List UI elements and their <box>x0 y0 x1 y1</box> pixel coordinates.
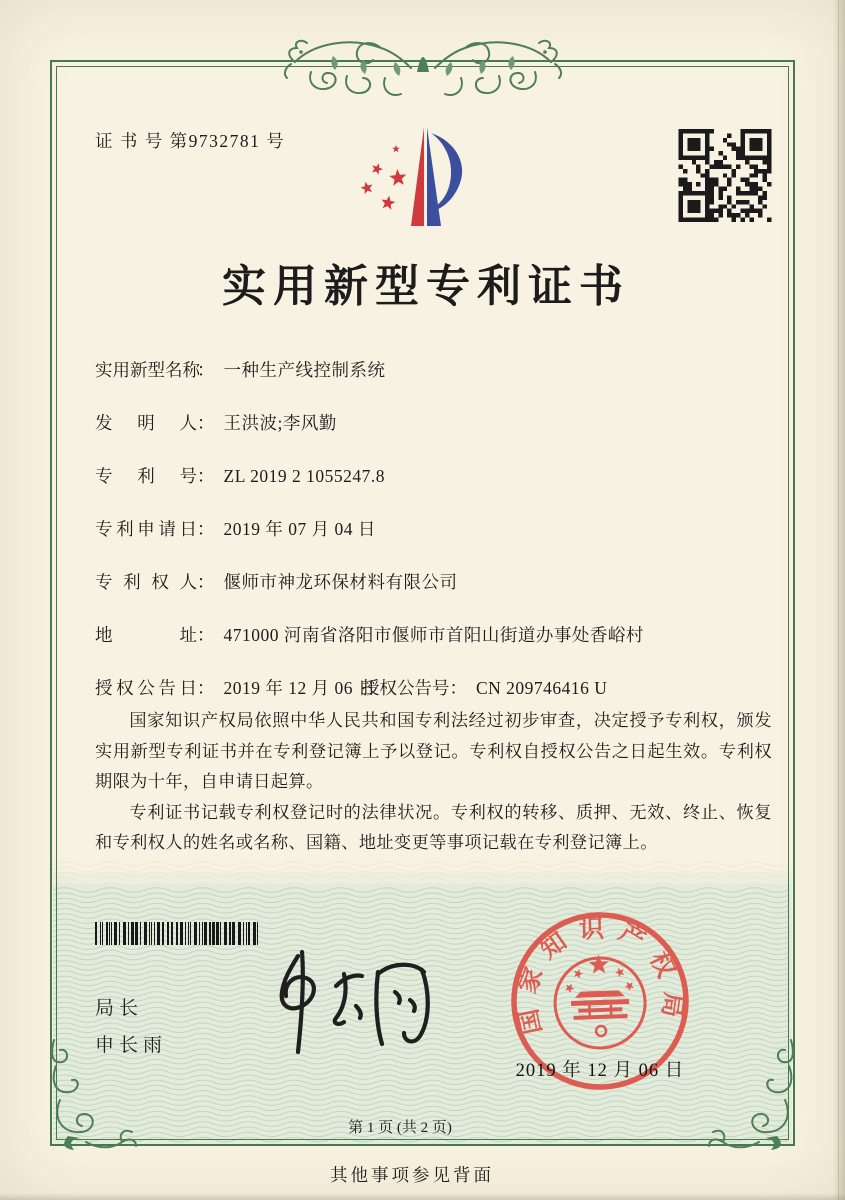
field-row-address <box>95 622 785 644</box>
colon: ： <box>197 360 215 380</box>
logo-p-shape <box>426 127 462 226</box>
field-grant-number <box>362 675 607 700</box>
dragon-right <box>435 41 561 95</box>
field-label: 实用新型名称 <box>95 360 200 380</box>
legal-text <box>95 706 772 859</box>
page-edge-line <box>838 0 839 1200</box>
field-label: 专利权人 <box>95 572 197 592</box>
field-value: 2019 年 12 月 06 日 <box>223 678 376 698</box>
field-label: 地址 <box>95 625 197 645</box>
legal-paragraph-1: 国家知识产权局依照中华人民共和国专利法经过初步审查，决定授予专利权，颁发实用新型专利证书并在专利登记簿上予以登记。专利权自授权公告之日起生效。专利权期限为十年，自申请日起算。 <box>95 711 772 791</box>
back-side-note: 其他事项参见背面 <box>330 1165 494 1185</box>
corner-ornament-bottom-right <box>707 1038 807 1156</box>
seal-date: 2019 年 12 月 06 日 <box>515 1061 685 1081</box>
colon: ： <box>197 625 215 645</box>
certificate-number: 证 书 号 第9732781 号 <box>95 131 286 151</box>
director-name: 申长雨 <box>95 1035 168 1056</box>
top-dragon-ornament <box>277 10 569 110</box>
colon: ： <box>449 678 467 698</box>
field-label: 专利号 <box>95 466 197 486</box>
field-label: 授权公告号 <box>362 678 450 698</box>
page-edge-shadow-right <box>833 0 845 1200</box>
national-emblem-icon <box>553 953 646 1050</box>
barcode-icon <box>95 922 263 945</box>
center-crest <box>417 57 429 72</box>
certificate-fields <box>95 357 785 728</box>
field-value: CN 209746416 U <box>476 678 608 698</box>
field-value: 471000 河南省洛阳市偃师市首阳山街道办事处香峪村 <box>223 625 644 645</box>
field-value: ZL 2019 2 1055247.8 <box>223 466 385 486</box>
field-label: 发明人 <box>95 413 197 433</box>
field-row-filing-date <box>95 516 785 538</box>
field-row-patentee <box>95 569 785 591</box>
field-row-patent-number <box>95 463 785 485</box>
page-edge-shadow-bottom <box>0 1193 845 1200</box>
field-value: 偃师市神龙环保材料有限公司 <box>223 572 458 592</box>
field-row-inventor <box>95 410 785 432</box>
cnipa-logo-icon <box>352 120 467 230</box>
field-value: 王洪波;李风勤 <box>223 413 337 433</box>
field-row-name <box>95 357 785 379</box>
logo-stars <box>361 127 424 226</box>
colon: ： <box>197 466 215 486</box>
colon: ： <box>197 413 215 433</box>
director-title: 局长 <box>95 998 144 1019</box>
field-row-grant-date <box>95 675 785 697</box>
colon: ： <box>197 678 215 698</box>
director-signature <box>232 948 432 1063</box>
colon: ： <box>197 572 215 592</box>
colon: ： <box>197 519 215 539</box>
certificate-title: 实用新型专利证书 <box>222 262 630 311</box>
page-number: 第 1 页 (共 2 页) <box>348 1120 452 1136</box>
field-value: 2019 年 07 月 04 日 <box>223 519 376 539</box>
field-label: 专利申请日 <box>95 519 197 539</box>
field-label: 授权公告日 <box>95 678 197 698</box>
qr-code-icon <box>678 129 772 222</box>
field-value: 一种生产线控制系统 <box>223 360 386 380</box>
legal-paragraph-2: 专利证书记载专利权登记时的法律状况。专利权的转移、质押、无效、终止、恢复和专利权人的姓名或名称、国籍、地址变更等事项记载在专利登记簿上。 <box>95 802 772 852</box>
seal-text: 国家知识产权局 <box>513 915 687 1037</box>
